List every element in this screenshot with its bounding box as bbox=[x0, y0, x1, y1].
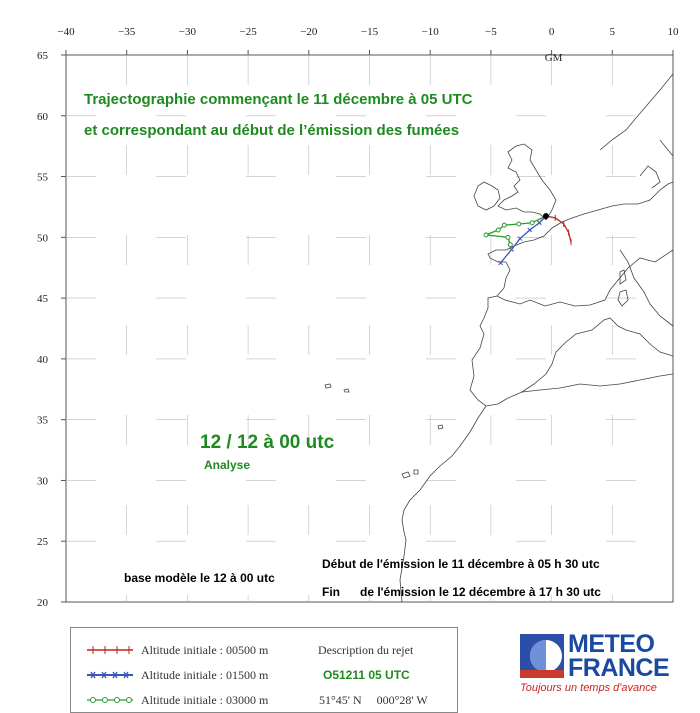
legend-coords: 51°45' N 000°28' W bbox=[319, 693, 428, 707]
legend-code: O51211 05 UTC bbox=[323, 668, 410, 682]
logo-word-1: METEO bbox=[568, 630, 655, 658]
lon-tick-label: −5 bbox=[485, 26, 497, 38]
lon-tick-label: 5 bbox=[609, 26, 616, 38]
lat-tick-label: 20 bbox=[37, 597, 48, 609]
legend-row-500 bbox=[71, 640, 457, 660]
trajectory-marker bbox=[496, 228, 500, 232]
lon-tick-label: 10 bbox=[667, 26, 679, 38]
emission-start-note: Début de l'émission le 11 décembre à 05 h 30 utc bbox=[322, 557, 600, 571]
legend-description-label: Description du rejet bbox=[318, 643, 414, 657]
legend-label-500: Altitude initiale : 00500 m bbox=[141, 643, 269, 657]
lat-tick-label: 45 bbox=[37, 293, 48, 306]
base-model-note: base modèle le 12 à 00 utc bbox=[124, 571, 275, 585]
legend-marker-1500 bbox=[85, 665, 135, 685]
latitude-axis bbox=[37, 50, 66, 609]
meridian-label: GM bbox=[544, 52, 563, 64]
legend-row-3000 bbox=[71, 690, 457, 710]
trajectory-marker bbox=[508, 243, 512, 247]
logo-slogan: Toujours un temps d'avance bbox=[520, 682, 657, 694]
logo-word-2: FRANCE bbox=[568, 654, 670, 682]
analysis-date: 12 / 12 à 00 utc bbox=[200, 432, 335, 453]
trajectory-marker bbox=[517, 222, 521, 226]
trajectory-marker bbox=[502, 223, 506, 227]
legend-box bbox=[70, 627, 458, 713]
lat-tick-label: 25 bbox=[37, 536, 48, 549]
lat-tick-label: 40 bbox=[37, 353, 48, 366]
lon-tick-label: −20 bbox=[300, 26, 318, 38]
lat-tick-label: 35 bbox=[37, 414, 48, 427]
legend-label-1500: Altitude initiale : 01500 m bbox=[141, 668, 269, 682]
lat-tick-label: 65 bbox=[37, 50, 48, 62]
legend-marker-3000 bbox=[85, 690, 135, 710]
lon-tick-label: −35 bbox=[118, 26, 136, 38]
source-point bbox=[543, 213, 549, 219]
title-line-1: Trajectographie commençant le 11 décembre à 05 UTC bbox=[84, 91, 473, 108]
lon-tick-label: −15 bbox=[360, 26, 379, 38]
emission-end-note: Fin de l'émission le 12 décembre à 17 h 30 utc bbox=[322, 585, 601, 599]
meteo-france-logo bbox=[518, 632, 678, 702]
lon-tick-label: −40 bbox=[57, 26, 75, 38]
legend-label-3000: Altitude initiale : 03000 m bbox=[141, 693, 269, 707]
analysis-label: Analyse bbox=[204, 458, 251, 472]
lat-tick-label: 60 bbox=[37, 110, 48, 123]
trajectory-marker bbox=[506, 235, 510, 239]
lat-tick-label: 30 bbox=[37, 475, 48, 488]
lon-tick-label: 0 bbox=[548, 26, 555, 38]
legend-marker-500 bbox=[85, 640, 135, 660]
lat-tick-label: 50 bbox=[37, 232, 48, 245]
longitude-axis bbox=[57, 26, 679, 55]
lon-tick-label: −10 bbox=[421, 26, 439, 38]
meteo-france-emblem-icon bbox=[520, 634, 564, 678]
legend-row-1500 bbox=[71, 665, 457, 685]
lon-tick-label: −25 bbox=[239, 26, 257, 38]
trajectory-marker bbox=[484, 233, 488, 237]
lon-tick-label: −30 bbox=[178, 26, 197, 38]
trajectory-marker bbox=[530, 221, 534, 225]
lat-tick-label: 55 bbox=[37, 171, 48, 184]
title-line-2: et correspondant au début de l’émission des fumées bbox=[84, 122, 460, 139]
